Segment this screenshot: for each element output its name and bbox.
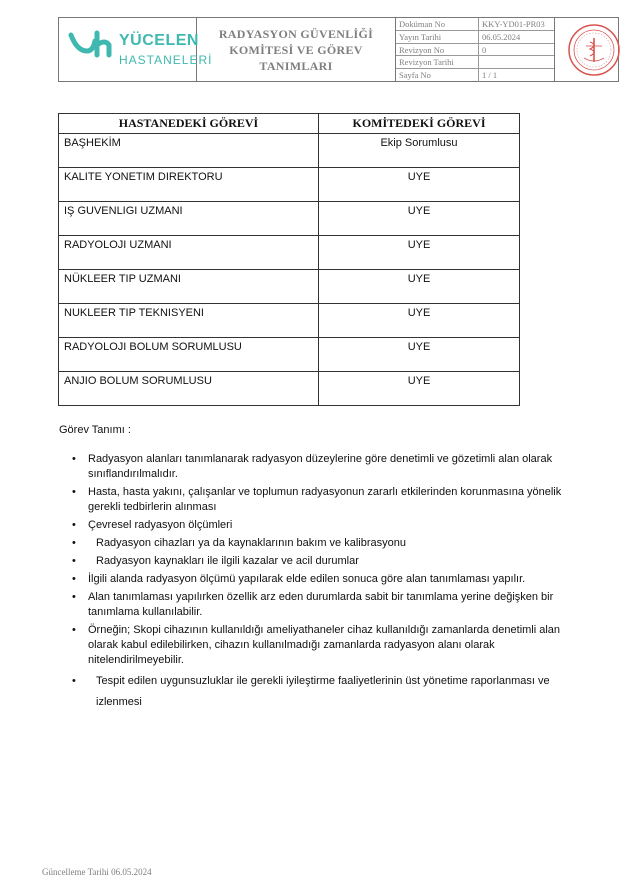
task-description-title: Görev Tanımı : (59, 424, 131, 436)
list-item (72, 671, 592, 713)
bullet-icon: • (72, 591, 76, 603)
task-description-list (72, 452, 592, 716)
logo-name: YÜCELEN (119, 32, 199, 49)
ministry-seal (555, 18, 618, 81)
bullet-icon: • (72, 573, 76, 585)
list-item (72, 554, 592, 569)
hospital-role-cell: ANJIO BOLUM SORUMLUSU (59, 372, 319, 406)
meta-value: 06.05.2024 (482, 31, 521, 42)
table-row (59, 304, 520, 338)
bullet-icon: • (72, 624, 76, 636)
bullet-icon: • (72, 675, 76, 687)
list-item (72, 572, 592, 587)
document-meta (396, 18, 555, 81)
committee-role-cell: UYE (319, 270, 520, 304)
committee-role-cell: UYE (319, 304, 520, 338)
meta-key: Revizyon Tarihi (396, 56, 479, 68)
column-header-committee-role: KOMİTEDEKİ GÖREVİ (319, 114, 520, 134)
hospital-role-cell: NÜKLEER TIP UZMANI (59, 270, 319, 304)
meta-value: 1 / 1 (482, 70, 498, 81)
meta-row (396, 56, 554, 69)
list-item-text: İlgili alanda radyasyon ölçümü yapılarak elde edilen sonuca göre alan tanımlaması yapılır. (88, 573, 526, 585)
table-row (59, 270, 520, 304)
hospital-role-cell: KALITE YONETIM DIREKTORU (59, 168, 319, 202)
bullet-icon: • (72, 519, 76, 531)
hospital-role-cell: IŞ GUVENLIGI UZMANI (59, 202, 319, 236)
committee-role-cell: UYE (319, 338, 520, 372)
ministry-seal-icon (566, 22, 622, 78)
list-item-text: Alan tanımlaması yapılırken özellik arz eden durumlarda sabit bir tanımlama yerine değişken bir tanımlama kullanılabilir. (88, 591, 554, 618)
list-item (72, 518, 592, 533)
committee-role-cell: UYE (319, 168, 520, 202)
hospital-role-cell: NUKLEER TIP TEKNISYENI (59, 304, 319, 338)
committee-role-cell: UYE (319, 372, 520, 406)
list-item (72, 485, 592, 515)
list-item-text: Tespit edilen uygunsuzluklar ile gerekli iyileştirme faaliyetlerinin üst yönetime raporlanması ve izlenmesi (96, 675, 550, 708)
column-header-hospital-role: HASTANEDEKİ GÖREVİ (59, 114, 319, 134)
table-row (59, 134, 520, 168)
list-item-text: Çevresel radyasyon ölçümleri (88, 519, 233, 531)
table-row (59, 236, 520, 270)
list-item-text: Radyasyon alanları tanımlanarak radyasyon düzeylerine göre denetimli ve gözetimli alan olarak sınıflandırılmalıdır. (88, 453, 553, 480)
list-item (72, 623, 592, 668)
bullet-icon: • (72, 555, 76, 567)
logo-subtitle: HASTANELERİ (119, 53, 213, 67)
yh-logo-icon (67, 29, 115, 61)
table-row (59, 168, 520, 202)
hospital-role-cell: RADYOLOJI UZMANI (59, 236, 319, 270)
document-title: RADYASYON GÜVENLİĞİ KOMİTESİ VE GÖREV TANIMLARI (218, 26, 374, 73)
meta-row (396, 44, 554, 57)
table-header-row (59, 114, 520, 134)
list-item (72, 536, 592, 551)
bullet-icon: • (72, 537, 76, 549)
meta-row (396, 18, 554, 31)
meta-key: Sayfa No (396, 69, 479, 82)
meta-value: 0 (482, 44, 487, 55)
bullet-icon: • (72, 486, 76, 498)
hospital-logo (59, 18, 213, 81)
list-item-text: Örneğin; Skopi cihazının kullanıldığı ameliyathaneler cihaz kullanıldığı zamanlarda denetimli alan olarak kabul edilebilirken, cihazın kullanılmadığı zamanlarda radyasyon alanı olarak nitelendirilmeyebilir. (88, 624, 561, 666)
committee-table (58, 113, 520, 406)
list-item-text: Hasta, hasta yakını, çalışanlar ve toplumun radyasyonun zararlı etkilerinden korunmasına yönelik gerekli tedbirlerin alınması (88, 486, 562, 513)
update-date-footer: Güncelleme Tarihi 06.05.2024 (42, 867, 152, 877)
meta-key: Revizyon No (396, 44, 479, 56)
committee-role-cell: Ekip Sorumlusu (319, 134, 520, 168)
list-item (72, 452, 592, 482)
meta-value (479, 56, 554, 68)
committee-role-cell: UYE (319, 236, 520, 270)
table-row (59, 372, 520, 406)
committee-role-cell: UYE (319, 202, 520, 236)
document-title-cell (197, 18, 396, 81)
list-item-text: Radyasyon kaynakları ile ilgili kazalar ve acil durumlar (96, 555, 359, 567)
meta-key: Doküman No (396, 18, 479, 30)
hospital-role-cell: BAŞHEKİM (59, 134, 319, 168)
hospital-role-cell: RADYOLOJI BOLUM SORUMLUSU (59, 338, 319, 372)
document-header (58, 17, 619, 82)
meta-value: KKY-YD01-PR03 (482, 19, 545, 29)
meta-row (396, 31, 554, 44)
list-item-text: Radyasyon cihazları ya da kaynaklarının bakım ve kalibrasyonu (96, 537, 406, 549)
table-row (59, 202, 520, 236)
table-row (59, 338, 520, 372)
meta-row (396, 69, 554, 82)
list-item (72, 590, 592, 620)
meta-key: Yayın Tarihi (396, 31, 479, 43)
bullet-icon: • (72, 453, 76, 465)
